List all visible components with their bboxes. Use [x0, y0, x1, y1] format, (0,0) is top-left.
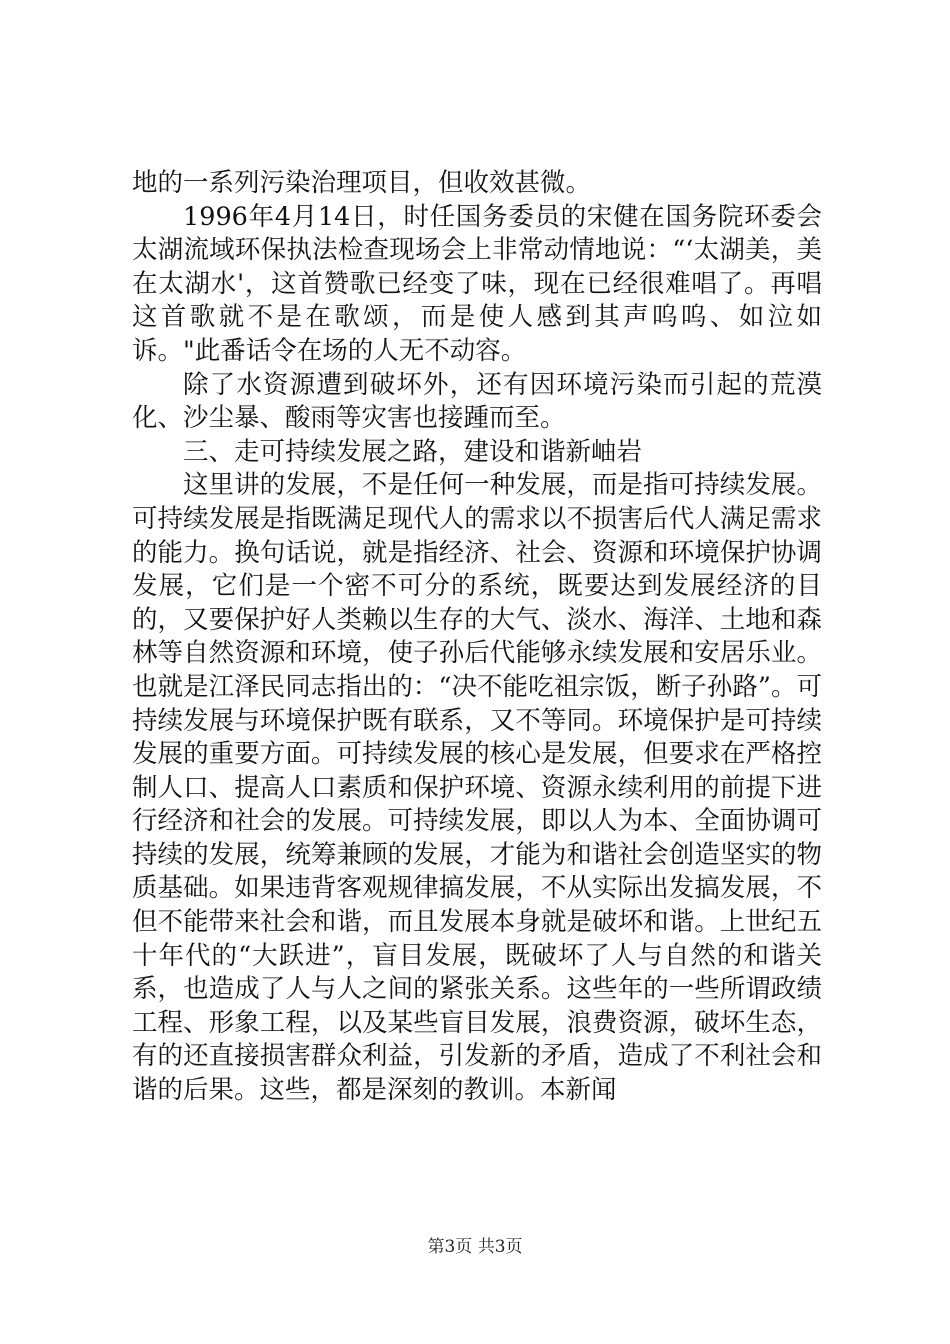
document-body: [132, 167, 822, 1108]
paragraph-2: 1996年4月14日，时任国务委员的宋健在国务院环委会太湖流域环保执法检查现场会上非常动情地说：“‘太湖美，美在太湖水'，这首赞歌已经变了味，现在已经很难唱了。再唱这首歌就不是在歌颂，而是使人感到其声呜呜、如泣如诉。"此番话令在场的人无不动容。: [132, 201, 822, 366]
paragraph-4: 这里讲的发展，不是任何一种发展，而是指可持续发展。可持续发展是指既满足现代人的需求以不损害后代人满足需求的能力。换句话说，就是指经济、社会、资源和环境保护协调发展，它们是一个密不可分的系统，既要达到发展经济的目的，又要保护好人类赖以生存的大气、淡水、海洋、土地和森林等自然资源和环境，使子孙后代能够永续发展和安居乐业。也就是江泽民同志指出的：“决不能吃祖宗饭，断子孙路”。可持续发展与环境保护既有联系，又不等同。环境保护是可持续发展的重要方面。可持续发展的核心是发展，但要求在严格控制人口、提高人口素质和保护环境、资源永续利用的前提下进行经济和社会的发展。可持续发展，即以人为本、全面协调可持续的发展，统筹兼顾的发展，才能为和谐社会创造坚实的物质基础。如果违背客观规律搞发展，不从实际出发搞发展，不但不能带来社会和谐，而且发展本身就是破坏和谐。上世纪五十年代的“大跃进”，盲目发展，既破坏了人与自然的和谐关系，也造成了人与人之间的紧张关系。这些年的一些所谓政绩工程、形象工程，以及某些盲目发展，浪费资源，破坏生态，有的还直接损害群众利益，引发新的矛盾，造成了不利社会和谐的后果。这些，都是深刻的教训。本新闻: [132, 470, 822, 1106]
section-heading: 三、走可持续发展之路，建设和谐新岫岩: [183, 436, 643, 467]
page-footer: 第3页 共3页: [427, 1237, 523, 1257]
paragraph-1: 地的一系列污染治理项目，但收效甚微。: [132, 168, 592, 198]
paragraph-3: 除了水资源遭到破坏外，还有因环境污染而引起的荒漠化、沙尘暴、酸雨等灾害也接踵而至。: [132, 369, 822, 434]
